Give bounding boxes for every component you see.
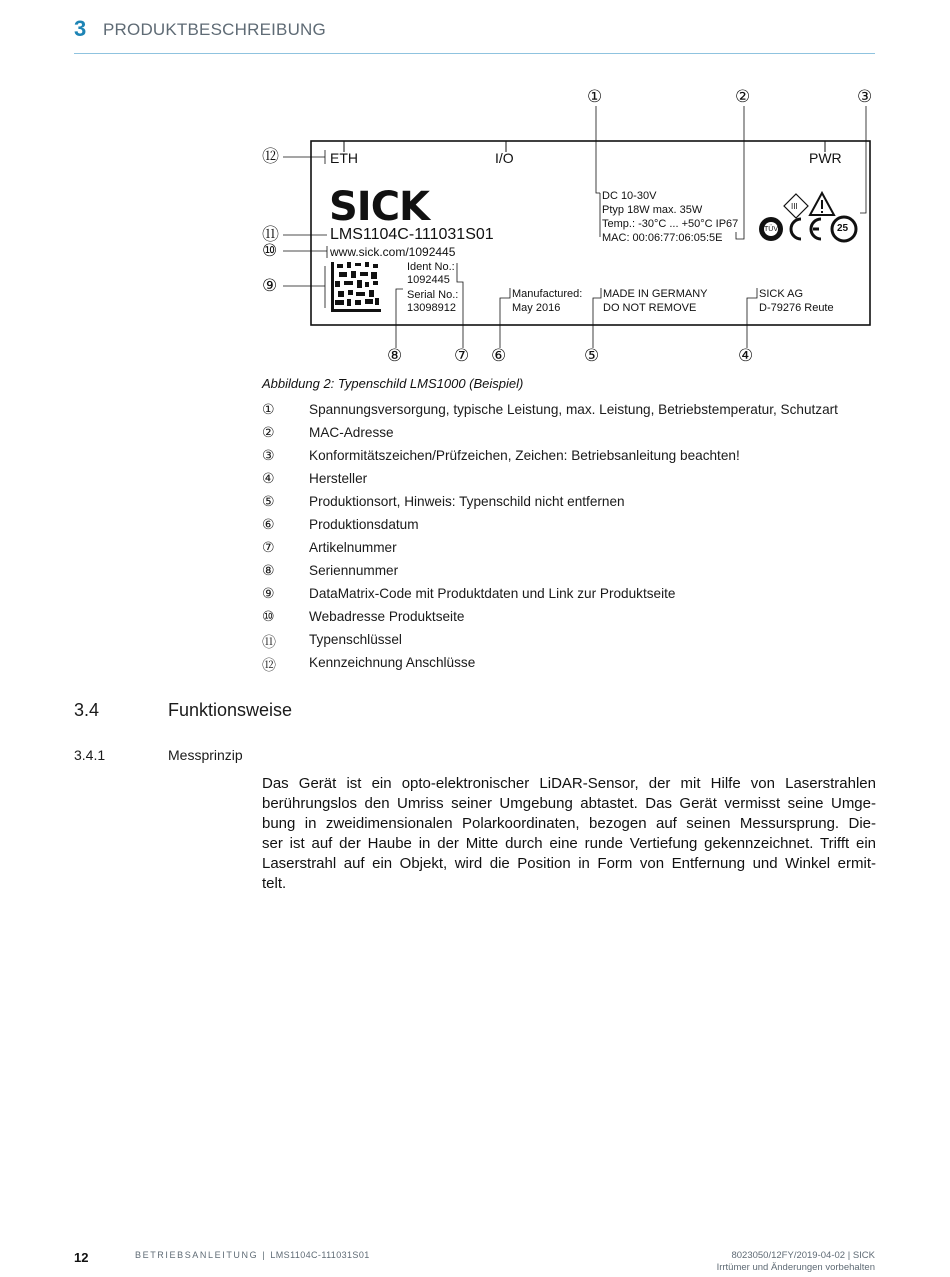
section-title: Funktionsweise (168, 700, 293, 720)
legend-item (262, 448, 882, 471)
callout-7: ⑦ (454, 346, 470, 366)
paragraph-line: telt. (262, 875, 287, 892)
legend-item (262, 563, 882, 586)
ident-value: 1092445 (407, 274, 450, 286)
serial-value: 13098912 (407, 302, 456, 314)
power-line-3: Temp.: -30°C ... +50°C IP67 (602, 218, 739, 230)
rohs-label: 25 (837, 223, 849, 234)
legend-item (262, 540, 882, 563)
figure-legend (262, 402, 882, 678)
legend-number: ④ (262, 471, 275, 487)
chapter-title: PRODUKTBESCHREIBUNG (103, 20, 326, 39)
paragraph-line: Das Gerät ist ein opto-elektronischer LiDAR-Sensor, der mit Hilfe von Laserstrahlen (262, 775, 876, 792)
callout-10: ⑩ (262, 241, 278, 261)
legend-text: Hersteller (309, 471, 368, 486)
callout-4: ④ (738, 346, 754, 366)
legend-number: ⑥ (262, 517, 275, 533)
eth-label: ETH (330, 150, 358, 166)
legend-text: Produktionsdatum (309, 517, 419, 532)
callout-5: ⑤ (584, 346, 600, 366)
callout-9: ⑨ (262, 276, 278, 296)
legend-text: Artikelnummer (309, 540, 397, 555)
warning-icon (810, 193, 834, 215)
company-text: SICK AG (759, 288, 804, 300)
legend-item (262, 609, 882, 632)
legend-text: Webadresse Produktseite (309, 609, 465, 624)
paragraph-line: ser ist auf der Haube in der Mitte durch eine runde Vertiefung gekennzeichnet. Trifft ein (262, 835, 876, 852)
sick-logo: SICK (329, 184, 430, 230)
footer-disclaimer: Irrtümer und Änderungen vorbehalten (716, 1262, 875, 1273)
callout-3: ③ (857, 87, 873, 107)
legend-number: ⑫ (262, 658, 276, 674)
footer-doc-type: BETRIEBSANLEITUNG (135, 1250, 259, 1260)
datamatrix-code (331, 262, 381, 312)
mac-address: MAC: 00:06:77:06:05:5E (602, 232, 723, 244)
chapter-number: 3 (74, 16, 87, 41)
legend-number: ⑦ (262, 540, 275, 556)
legend-text: Konformitätszeichen/Prüfzeichen, Zeichen: Betriebsanleitung beachten! (309, 448, 740, 463)
power-line-1: DC 10-30V (602, 190, 657, 202)
paragraph-line: berührungslos den Umriss seiner Umgebung abtastet. Das Gerät vermisst seine Umge- (262, 795, 876, 812)
manufactured-label: Manufactured: (512, 288, 583, 300)
io-label: I/O (495, 150, 514, 166)
legend-item (262, 471, 882, 494)
plate-url: www.sick.com/1092445 (330, 245, 456, 259)
serial-label: Serial No.: (407, 289, 459, 301)
legend-number: ⑪ (262, 635, 276, 651)
power-line-2: Ptyp 18W max. 35W (602, 204, 703, 216)
legend-text: Produktionsort, Hinweis: Typenschild nicht entfernen (309, 494, 625, 509)
legend-number: ⑩ (262, 609, 275, 625)
legend-text: Seriennummer (309, 563, 399, 578)
address-text: D-79276 Reute (759, 302, 834, 314)
legend-item (262, 425, 882, 448)
made-in-text: MADE IN GERMANY (603, 288, 708, 300)
legend-text: Spannungsversorgung, typische Leistung, max. Leistung, Betriebstemperatur, Schutzart (309, 402, 838, 417)
subsection-title: Messprinzip (168, 747, 243, 763)
callout-2: ② (735, 87, 751, 107)
footer-right: 8023050/12FY/2019-04-02 | SICK Irrtümer und Änderungen vorbehalten (716, 1250, 875, 1273)
legend-item (262, 586, 882, 609)
legend-number: ① (262, 402, 275, 418)
page-number: 12 (74, 1250, 89, 1265)
legend-item (262, 494, 882, 517)
section-number: 3.4 (74, 700, 100, 720)
legend-text: DataMatrix-Code mit Produktdaten und Link zur Produktseite (309, 586, 676, 601)
legend-item (262, 632, 882, 655)
tuv-label: TÜV (764, 226, 778, 233)
legend-text: Kennzeichnung Anschlüsse (309, 655, 476, 670)
class3-label: III (791, 202, 798, 211)
legend-number: ② (262, 425, 275, 441)
callout-6: ⑥ (491, 346, 507, 366)
paragraph-line: Laserstrahl auf ein Objekt, wird die Position in Form von Entfernung und Winkel ermit- (262, 855, 876, 872)
subsection-number: 3.4.1 (74, 747, 106, 763)
legend-text: Typenschlüssel (309, 632, 402, 647)
figure-caption: Abbildung 2: Typenschild LMS1000 (Beispiel) (262, 376, 524, 391)
legend-item (262, 517, 882, 540)
ce-mark-icon (791, 219, 821, 239)
do-not-remove-text: DO NOT REMOVE (603, 302, 697, 314)
legend-item (262, 655, 882, 678)
type-plate-figure (255, 82, 885, 372)
legend-item (262, 402, 882, 425)
plate-model: LMS1104C-111031S01 (330, 226, 494, 243)
callout-1: ① (587, 87, 603, 107)
legend-number: ⑤ (262, 494, 275, 510)
body-paragraph (262, 774, 876, 894)
footer-doc-info: BETRIEBSANLEITUNG | LMS1104C-111031S01 (135, 1250, 370, 1260)
paragraph-line: bung in zweidimensionalen Polarkoordinaten, bezogen auf seinen Messursprung. Die- (262, 815, 876, 832)
callout-8: ⑧ (387, 346, 403, 366)
legend-text: MAC-Adresse (309, 425, 394, 440)
pwr-label: PWR (809, 150, 842, 166)
page-header (74, 16, 875, 54)
ident-label: Ident No.: (407, 261, 455, 273)
manufactured-value: May 2016 (512, 302, 561, 314)
legend-number: ⑧ (262, 563, 275, 579)
legend-number: ③ (262, 448, 275, 464)
footer-brand: SICK (852, 1250, 875, 1261)
legend-number: ⑨ (262, 586, 275, 602)
callout-12: ⑫ (262, 147, 279, 167)
callout-11: ⑪ (262, 225, 279, 245)
footer-doc-model: LMS1104C-111031S01 (270, 1250, 370, 1260)
footer-doc-id: 8023050/12FY/2019-04-02 (731, 1250, 846, 1261)
